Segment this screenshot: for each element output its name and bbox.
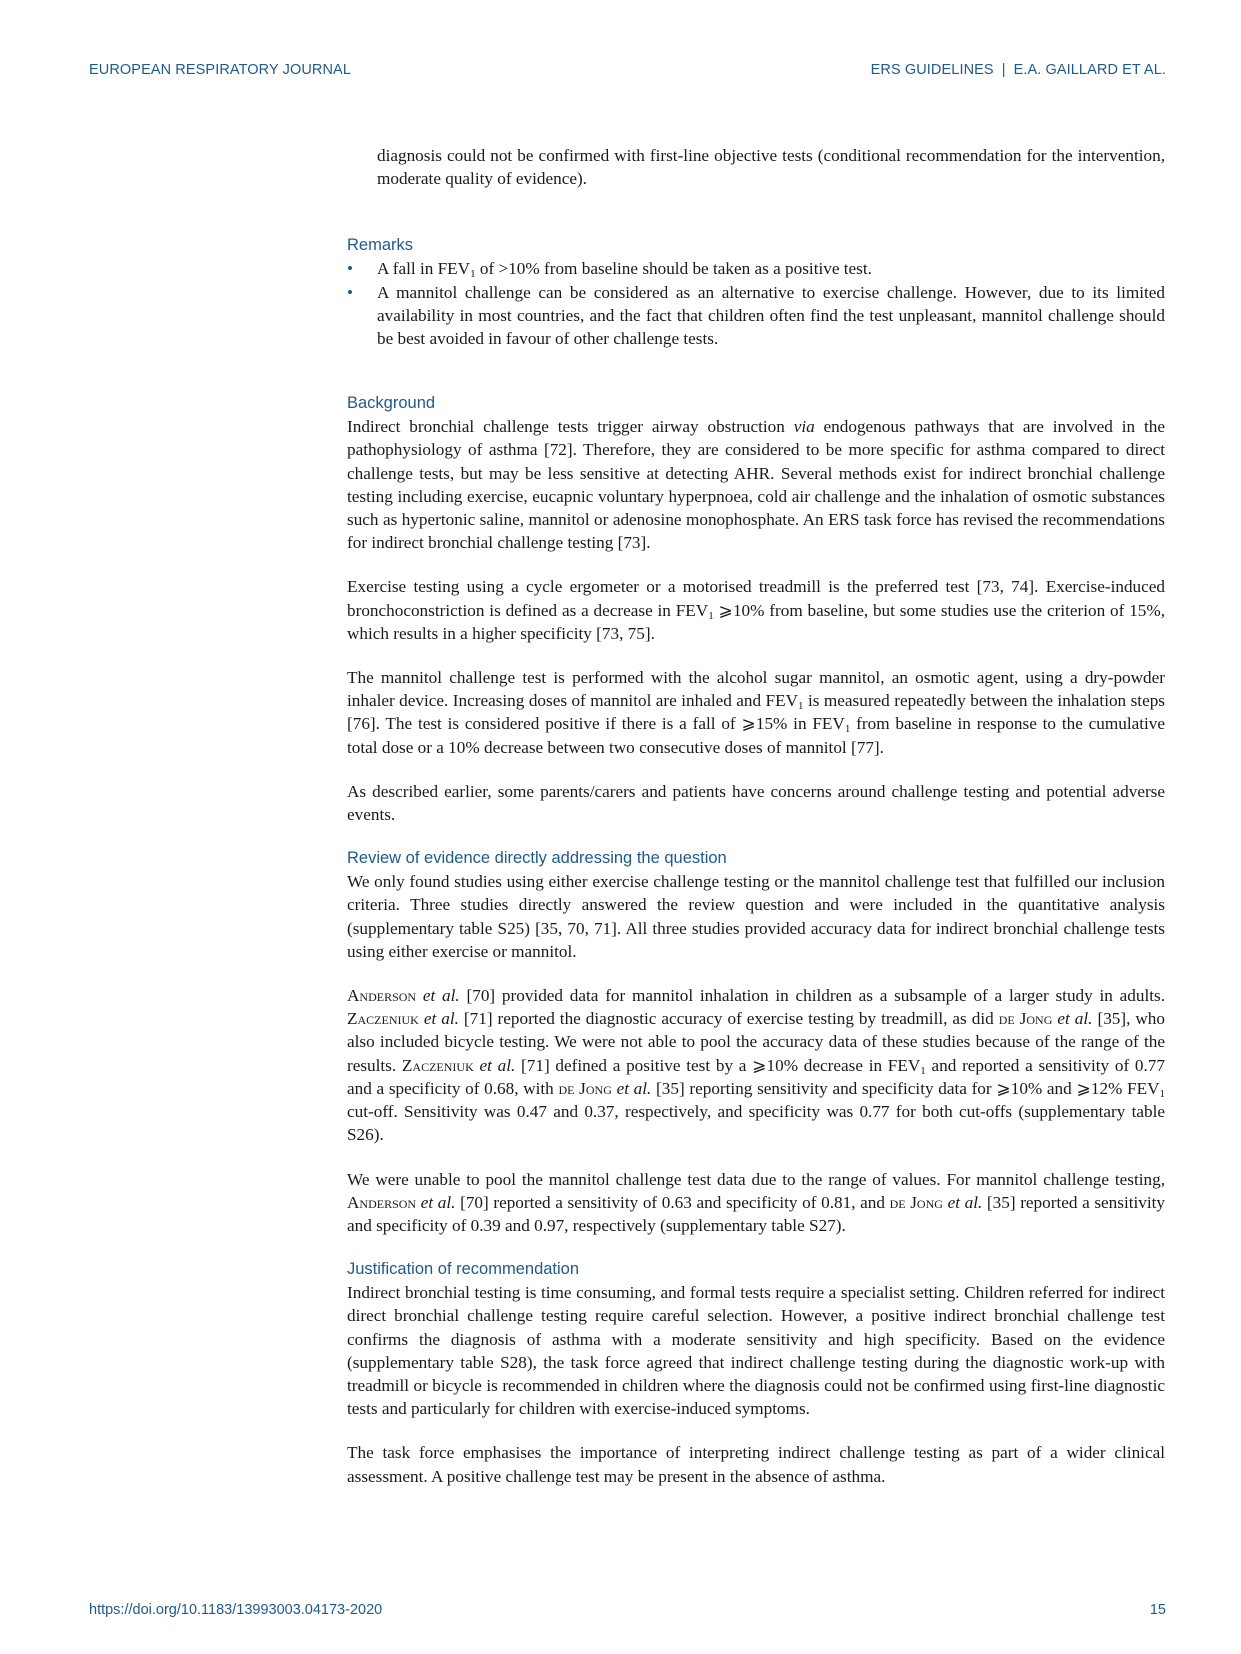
author-name: Anderson xyxy=(347,1192,417,1212)
paragraph: As described earlier, some parents/carers and patients have concerns around challenge testing and potential adverse events. xyxy=(347,781,1165,825)
header-separator: | xyxy=(1001,62,1006,78)
remarks-heading: Remarks xyxy=(347,236,414,255)
text-span: of >10% from baseline should be taken as a positive test. xyxy=(475,259,872,279)
authors-label: E.A. GAILLARD ET AL. xyxy=(1013,62,1166,78)
paragraph xyxy=(347,984,1165,1146)
subscript: 1 xyxy=(798,700,804,713)
paragraph xyxy=(347,415,1165,554)
running-header xyxy=(871,62,1166,78)
review-heading: Review of evidence directly addressing the question xyxy=(347,849,727,868)
paragraph xyxy=(347,1168,1165,1238)
author-name: de Jong xyxy=(889,1192,943,1212)
paragraph xyxy=(347,575,1165,645)
text-span: [35] reporting sensitivity and specificity data for ⩾10% and ⩾12% FEV xyxy=(651,1078,1160,1098)
paragraph xyxy=(347,666,1165,759)
recommendation-continuation: diagnosis could not be confirmed with first-line objective tests (conditional recommendation for the intervention, moderate quality of evidence). xyxy=(377,146,1165,189)
subscript: 1 xyxy=(708,609,714,622)
text-span: [71] defined a positive test by a ⩾10% decrease in FEV xyxy=(515,1055,921,1075)
page-number: 15 xyxy=(1149,1602,1166,1618)
text-span: is measured repeatedly between the inhalation steps [76]. The test is considered positive if there is a fall of ⩾15% in FEV xyxy=(347,691,1165,734)
text-span: endogenous pathways that are involved in the pathophysiology of asthma [72]. Therefore, they are considered to be more specific for asthma compared to direct challenge tests, but may be less sensitive at detecting AHR. Several methods exist for indirect bronchial challenge testing including exercise, eucapnic voluntary hyperpnoea, cold air challenge and the inhalation of osmotic substances such as hypertonic saline, mannitol or adenosine monophosphate. An ERS task force has revised the recommendations for indirect bronchial challenge testing [73]. xyxy=(347,417,1165,553)
journal-name: EUROPEAN RESPIRATORY JOURNAL xyxy=(89,62,351,78)
text-span: [35], who also included bicycle testing. We were not able to pool the accuracy data of these studies because of the range of the results. xyxy=(347,1009,1165,1075)
text-span: A mannitol challenge can be considered as an alternative to exercise challenge. However, due to its limited availability in most countries, and the fact that children often find the test unpleasant, mannitol challenge should be best avoided in favour of other challenge tests. xyxy=(377,282,1165,349)
subscript: 1 xyxy=(1159,1087,1166,1100)
paragraph: Indirect bronchial testing is time consuming, and formal tests require a specialist setting. Children referred for indirect direct bronchial challenge testing require careful selection. However, a positive indirect bronchial challenge test confirms the diagnosis of asthma with a moderate sensitivity and high specificity. Based on the evidence (supplementary table S28), the task force agreed that indirect challenge testing during the diagnostic work-up with treadmill or bicycle is recommended in children where the diagnosis could not be confirmed using first-line diagnostic tests and particularly for children with exercise-induced symptoms. xyxy=(347,1283,1165,1419)
italic-text: et al. xyxy=(423,1009,459,1029)
author-name: de Jong xyxy=(998,1009,1053,1029)
paragraph: We only found studies using either exercise challenge testing or the mannitol challenge test that fulfilled our inclusion criteria. Three studies directly answered the review question and were included in the quantitative analysis (supplementary table S25) [35, 70, 71]. All three studies provided accuracy data for indirect bronchial challenge tests using either exercise or mannitol. xyxy=(347,872,1165,961)
text-span: The mannitol challenge test is performed with the alcohol sugar mannitol, an osmotic agent, using a dry-powder inhaler device. Increasing doses of mannitol are inhaled and FEV xyxy=(347,668,1165,711)
text-span: ⩾10% from baseline, but some studies use the criterion of 15%, which results in a higher specificity [73, 75]. xyxy=(347,600,1165,643)
text-span: from baseline in response to the cumulative total dose or a 10% decrease between two consecutive doses of mannitol [77]. xyxy=(347,714,1165,757)
author-name: Anderson xyxy=(347,986,417,1006)
text-span: [71] reported the diagnostic accuracy of exercise testing by treadmill, as did xyxy=(458,1009,999,1029)
subscript: 1 xyxy=(470,268,476,281)
text-span: [70] provided data for mannitol inhalation in children as a subsample of a larger study in adults. xyxy=(459,986,1166,1006)
text-span: We were unable to pool the mannitol challenge test data due to the range of values. For mannitol challenge testing, xyxy=(347,1169,1165,1189)
italic-text: et al. xyxy=(616,1078,652,1098)
list-item xyxy=(347,281,1165,351)
italic-text: et al. xyxy=(947,1192,983,1212)
background-heading: Background xyxy=(347,394,436,413)
text-span: Exercise testing using a cycle ergometer or a motorised treadmill is the preferred test [73, 74]. Exercise-induced bronchoconstriction is defined as a decrease in FEV xyxy=(347,577,1165,620)
text-span: [35] reported a sensitivity and specificity of 0.39 and 0.97, respectively (supplementary table S27). xyxy=(347,1192,1166,1235)
subscript: 1 xyxy=(920,1064,926,1077)
author-name: de Jong xyxy=(558,1078,612,1098)
section-label: ERS GUIDELINES xyxy=(870,62,994,78)
author-name: Zaczeniuk xyxy=(401,1055,474,1075)
text-span: [70] reported a sensitivity of 0.63 and specificity of 0.81, and xyxy=(455,1192,890,1212)
text-span: Indirect bronchial challenge tests trigger airway obstruction xyxy=(347,417,794,437)
italic-text: et al. xyxy=(420,1192,456,1212)
paragraph: The task force emphasises the importance of interpreting indirect challenge testing as part of a wider clinical assessment. A positive challenge test may be present in the absence of asthma. xyxy=(347,1443,1165,1486)
text-span: and reported a sensitivity of 0.77 and a specificity of 0.68, with xyxy=(347,1055,1165,1098)
italic-text: et al. xyxy=(1057,1009,1093,1029)
text-span: A fall in FEV xyxy=(377,259,471,279)
text-span: cut-off. Sensitivity was 0.47 and 0.37, respectively, and specificity was 0.77 for both cut-offs (supplementary table S26). xyxy=(347,1102,1165,1145)
remarks-list xyxy=(347,257,1165,350)
list-item xyxy=(347,257,1165,280)
doi-link[interactable]: https://doi.org/10.1183/13993003.04173-2020 xyxy=(89,1602,383,1618)
author-name: Zaczeniuk xyxy=(347,1009,419,1029)
subscript: 1 xyxy=(844,723,851,736)
main-column xyxy=(347,144,1165,1488)
italic-text: via xyxy=(793,417,815,437)
bullet-marker: • xyxy=(347,259,354,279)
bullet-marker: • xyxy=(347,282,354,302)
justification-heading: Justification of recommendation xyxy=(347,1260,580,1279)
italic-text: et al. xyxy=(422,986,460,1006)
italic-text: et al. xyxy=(479,1055,516,1075)
